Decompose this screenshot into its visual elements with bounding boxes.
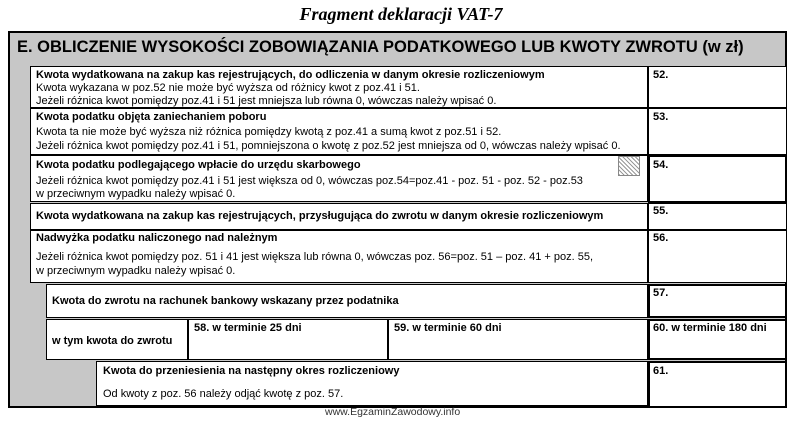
page-title: Fragment deklaracji VAT-7 (299, 4, 503, 24)
field-59-label: 59. w terminie 60 dni (394, 322, 502, 334)
field-56-number: 56. (653, 232, 669, 244)
field-57[interactable] (648, 284, 787, 318)
field-55[interactable] (648, 203, 787, 230)
field-53[interactable] (648, 108, 787, 155)
field-52[interactable] (648, 66, 787, 108)
field-57-number: 57. (653, 287, 669, 299)
row-53-line-1: Kwota ta nie może być wyższa niż różnica pomiędzy kwotą z poz.41 a sumą kwot z poz.51 i 52. (36, 126, 502, 138)
field-55-number: 55. (653, 205, 669, 217)
field-54[interactable] (648, 155, 787, 203)
field-56[interactable] (648, 230, 787, 283)
row-56-line-1: Jeżeli różnica kwot pomiędzy poz. 51 i 41 jest większa lub równa 0, wówczas poz. 56=poz. 51 – poz. 41 + poz. 55, (36, 251, 594, 263)
field-61[interactable] (648, 361, 787, 408)
row-54-title: Kwota podatku podlegającego wpłacie do urzędu skarbowego (36, 159, 361, 171)
field-58-label: 58. w terminie 25 dni (194, 322, 302, 334)
row-61-title: Kwota do przeniesienia na następny okres rozliczeniowy (103, 365, 400, 377)
field-53-number: 53. (653, 111, 669, 123)
qr-code-icon (618, 156, 640, 176)
row-56-line-2: w przeciwnym wypadku należy wpisać 0. (36, 265, 236, 277)
row-57-title: Kwota do zwrotu na rachunek bankowy wskazany przez podatnika (52, 295, 399, 307)
row-53-title: Kwota podatku objęta zaniechaniem poboru (36, 111, 267, 123)
row-52-line-1: Kwota wykazana w poz.52 nie może być wyższa od różnicy kwot z poz.41 i 51. (36, 82, 420, 94)
row-53-line-2: Jeżeli różnica kwot pomiędzy poz.41 i 51, pomniejszona o kwotę z poz.52 jest mniejsza od 0, wówczas należy wpisać 0. (36, 140, 621, 152)
watermark: www.EgzaminZawodowy.info (325, 406, 461, 418)
row-55-title: Kwota wydatkowana na zakup kas rejestrujących, przysługująca do zwrotu w danym okresie rozliczeniowym (36, 210, 604, 222)
row-54-line-2: w przeciwnym wypadku należy wpisać 0. (36, 188, 236, 200)
field-60-label: 60. w terminie 180 dni (653, 322, 767, 334)
field-52-number: 52. (653, 69, 669, 81)
field-61-number: 61. (653, 365, 669, 377)
row-58-label: w tym kwota do zwrotu (52, 335, 173, 347)
row-56-title: Nadwyżka podatku naliczonego nad należnym (36, 232, 278, 244)
row-54-line-1: Jeżeli różnica kwot pomiędzy poz.41 i 51 jest większa od 0, wówczas poz.54=poz.41 - poz. 51 - poz. 52 - poz.53 (36, 175, 583, 187)
field-54-number: 54. (653, 159, 669, 171)
row-61-line-1: Od kwoty z poz. 56 należy odjąć kwotę z poz. 57. (103, 388, 344, 400)
row-52-title: Kwota wydatkowana na zakup kas rejestrujących, do odliczenia w danym okresie rozliczeniowym (36, 69, 545, 81)
row-52-line-2: Jeżeli różnica kwot pomiędzy poz.41 i 51 jest mniejsza lub równa 0, wówczas należy wpisać 0. (36, 95, 497, 107)
section-title: E. OBLICZENIE WYSOKOŚCI ZOBOWIĄZANIA PODATKOWEGO LUB KWOTY ZWROTU (w zł) (17, 38, 744, 56)
